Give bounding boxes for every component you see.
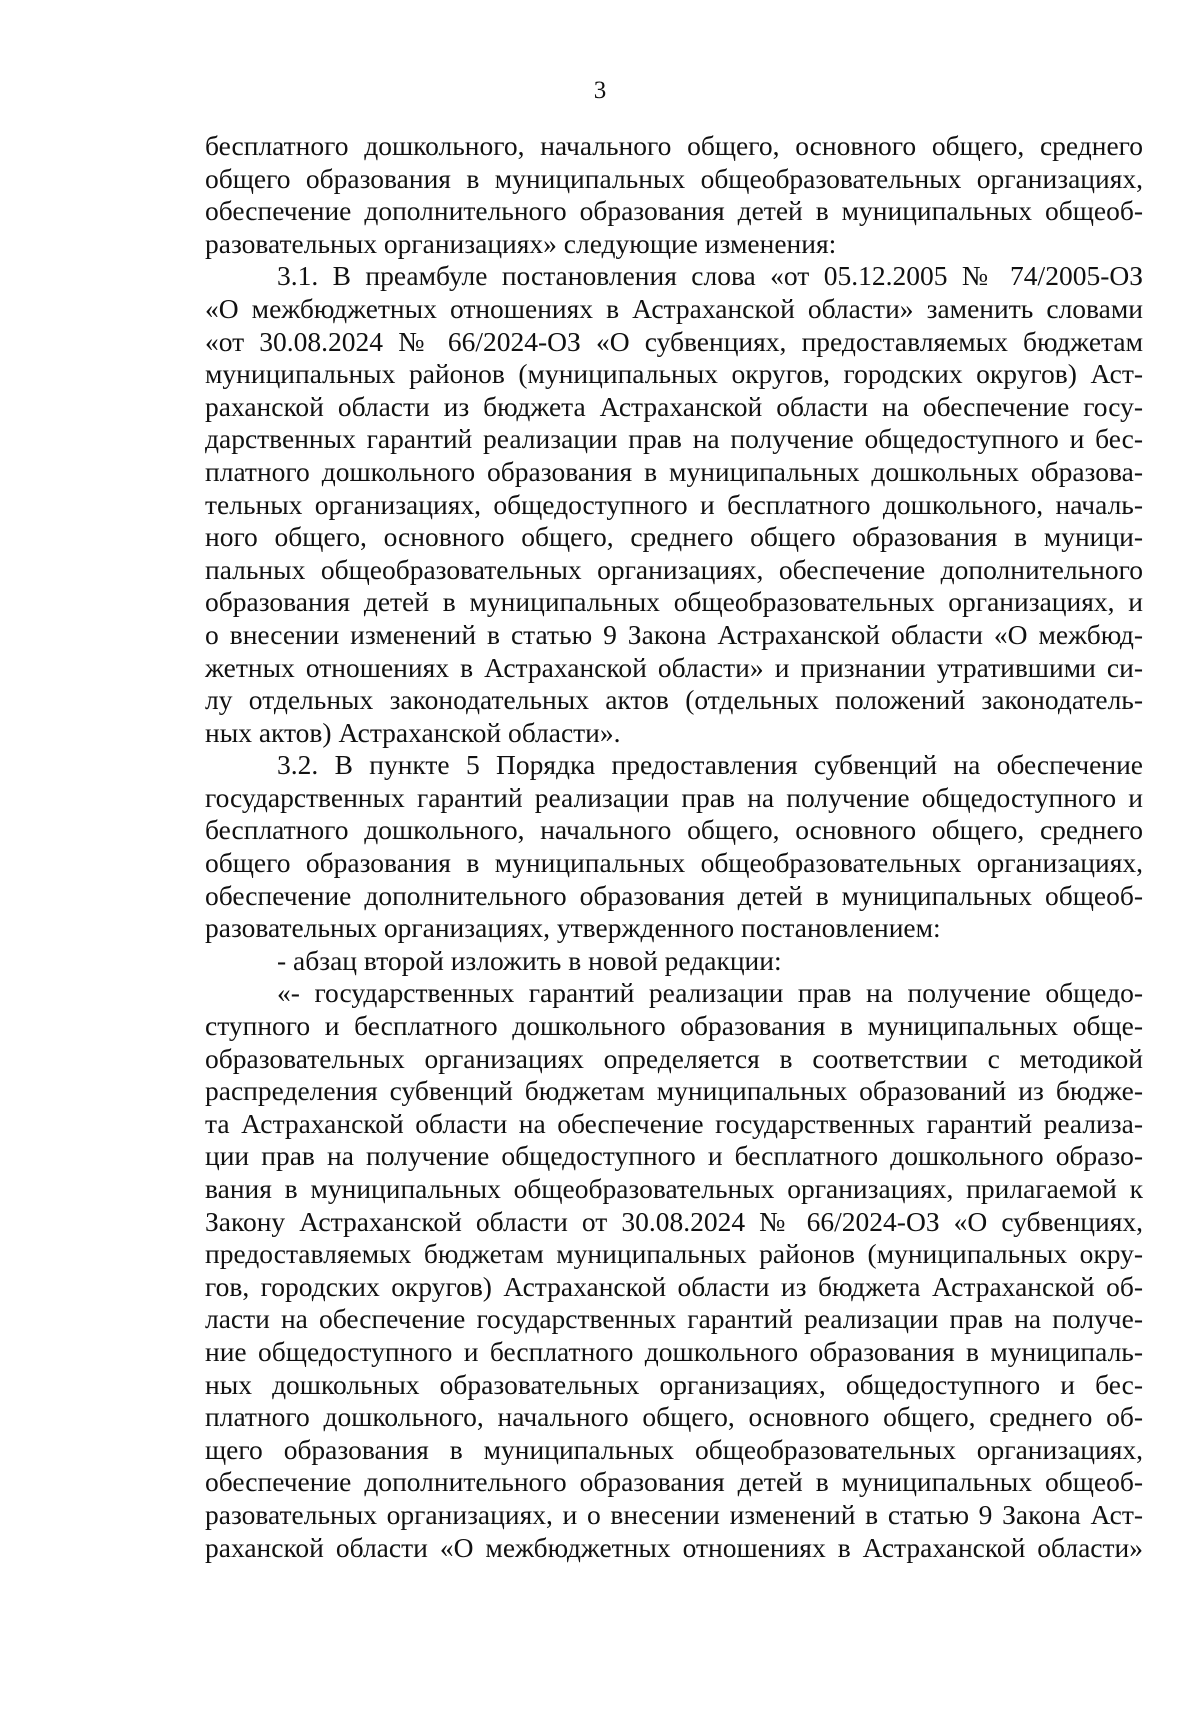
text-line: тельных организациях, общедоступного и бесплатного дошкольного, началь- — [205, 488, 1143, 520]
text-line: та Астраханской области на обеспечение государственных гарантий реализа- — [205, 1107, 1143, 1139]
text-line: бесплатного дошкольного, начального общего, основного общего, среднего — [205, 130, 1143, 161]
text-line: обеспечение дополнительного образования детей в муниципальных общеоб- — [205, 879, 1143, 911]
text-line: образовательных организациях определяется в соответствии с методикой — [205, 1042, 1143, 1074]
text-line: обеспечение дополнительного образования детей в муниципальных общеоб- — [205, 195, 1143, 227]
text-line: щего образования в муниципальных общеобразовательных организациях, — [205, 1433, 1143, 1465]
text-line: раханской области из бюджета Астраханской области на обеспечение госу- — [205, 390, 1143, 422]
text-line: предоставляемых бюджетам муниципальных районов (муниципальных окру- — [205, 1238, 1143, 1270]
text-line: ного общего, основного общего, среднего общего образования в муници- — [205, 521, 1143, 553]
text-line: ных актов) Астраханской области». — [205, 716, 621, 748]
text-line: - абзац второй изложить в новой редакции: — [277, 944, 782, 976]
text-line: ции прав на получение общедоступного и бесплатного дошкольного образо- — [205, 1140, 1143, 1172]
text-line: платного дошкольного образования в муниципальных дошкольных образова- — [205, 455, 1143, 487]
text-line: 3.2. В пункте 5 Порядка предоставления субвенций на обеспечение — [277, 749, 1143, 781]
text-line: вания в муниципальных общеобразовательных организациях, прилагаемой к — [205, 1173, 1143, 1204]
text-line: образования детей в муниципальных общеобразовательных организациях, и — [205, 586, 1143, 618]
text-line: распределения субвенций бюджетам муниципальных образований из бюдже- — [205, 1075, 1143, 1107]
text-line: 3.1. В преамбуле постановления слова «от 05.12.2005 № 74/2005-ОЗ — [277, 260, 1143, 292]
text-line: общего образования в муниципальных общеобразовательных организациях, — [205, 162, 1143, 194]
text-line: дарственных гарантий реализации прав на получение общедоступного и бес- — [205, 423, 1143, 455]
text-line: платного дошкольного, начального общего, основного общего, среднего об- — [205, 1401, 1143, 1433]
page-number: 3 — [593, 77, 607, 104]
text-line: «- государственных гарантий реализации прав на получение общедо- — [277, 977, 1143, 1009]
text-line: Закону Астраханской области от 30.08.2024 № 66/2024-ОЗ «О субвенциях, — [205, 1205, 1143, 1237]
text-line: пальных общеобразовательных организациях, обеспечение дополнительного — [205, 553, 1143, 585]
document-body — [205, 130, 1143, 1564]
text-line: разовательных организациях, утвержденного постановлением: — [205, 912, 941, 944]
text-line: ных дошкольных образовательных организациях, общедоступного и бес- — [205, 1368, 1143, 1400]
text-line: разовательных организациях, и о внесении изменений в статью 9 Закона Аст- — [205, 1498, 1143, 1530]
text-line: муниципальных районов (муниципальных округов, городских округов) Аст- — [205, 358, 1143, 390]
text-line: ступного и бесплатного дошкольного образования в муниципальных обще- — [205, 1010, 1143, 1042]
text-line: о внесении изменений в статью 9 Закона Астраханской области «О межбюд- — [205, 618, 1143, 650]
text-line: «О межбюджетных отношениях в Астраханской области» заменить словами — [205, 292, 1143, 324]
text-line: государственных гарантий реализации прав на получение общедоступного и — [205, 781, 1143, 813]
text-line: ние общедоступного и бесплатного дошкольного образования в муниципаль- — [205, 1335, 1143, 1367]
text-line: гов, городских округов) Астраханской области из бюджета Астраханской об- — [205, 1270, 1143, 1302]
text-line: бесплатного дошкольного, начального общего, основного общего, среднего — [205, 814, 1143, 846]
text-line: обеспечение дополнительного образования детей в муниципальных общеоб- — [205, 1466, 1143, 1498]
text-line: жетных отношениях в Астраханской области» и признании утратившими си- — [205, 651, 1143, 683]
text-line: общего образования в муниципальных общеобразовательных организациях, — [205, 847, 1143, 879]
text-line: «от 30.08.2024 № 66/2024-ОЗ «О субвенциях, предоставляемых бюджетам — [205, 325, 1143, 357]
text-line: разовательных организациях» следующие изменения: — [205, 227, 837, 259]
text-line: раханской области «О межбюджетных отношениях в Астраханской области» — [205, 1531, 1143, 1563]
text-line: лу отдельных законодательных актов (отдельных положений законодатель- — [205, 684, 1143, 716]
text-line: ласти на обеспечение государственных гарантий реализации прав на получе- — [205, 1303, 1143, 1335]
